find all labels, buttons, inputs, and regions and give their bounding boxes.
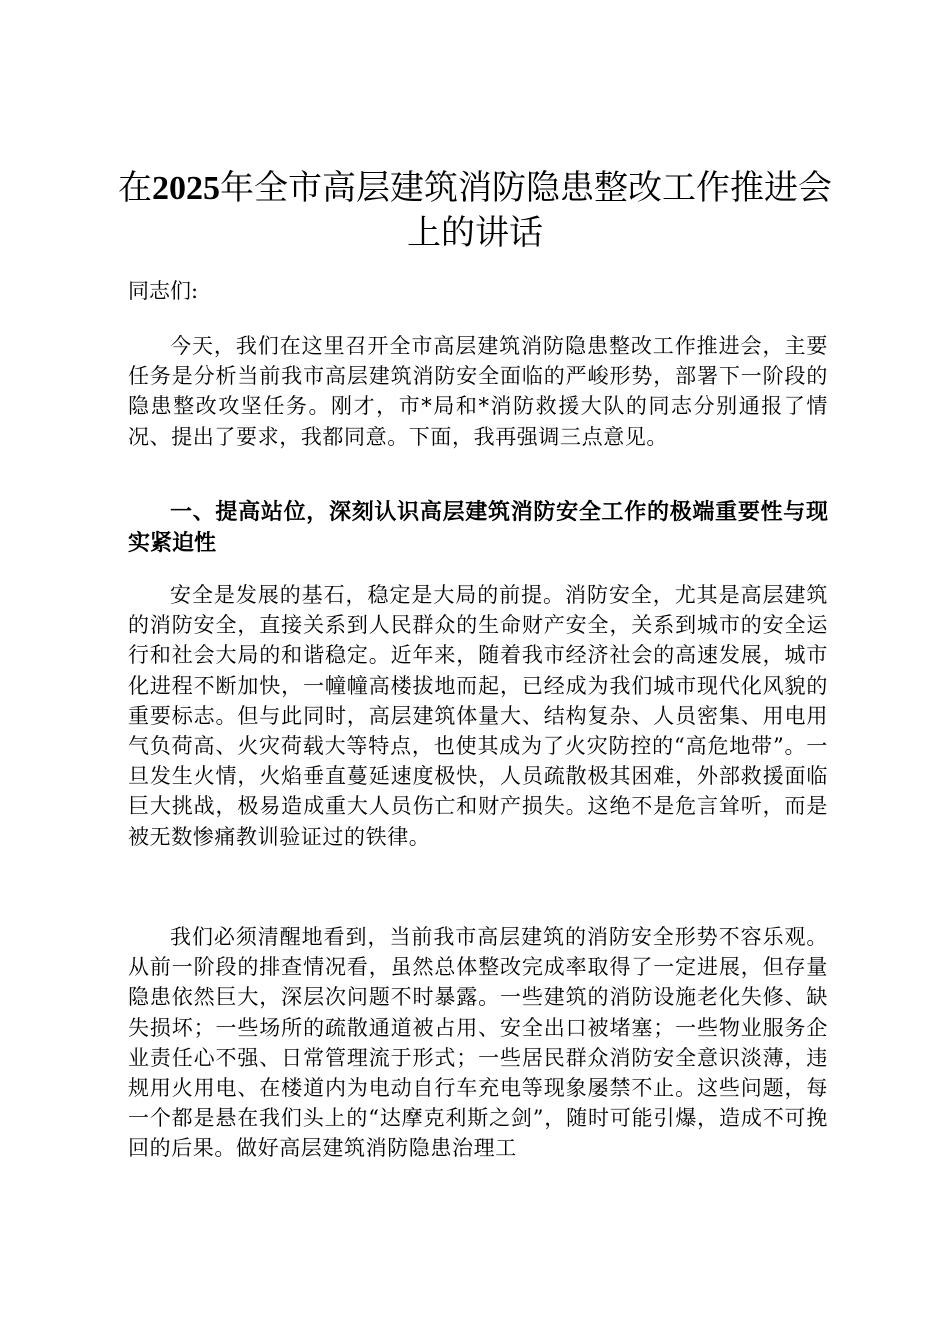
title-prefix: 在 [118,168,152,208]
body-paragraph: 我们必须清醒地看到，当前我市高层建筑的消防安全形势不容乐观。从前一阶段的排查情况看，虽然总体整改完成率取得了一定进展，但存量隐患依然巨大，深层次问题不时暴露。一些建筑的消防设施老化失修、缺失损坏；一些场所的疏散通道被占用、安全出口被堵塞；一些物业服务企业责任心不强、日常管理流于形式；一些居民群众消防安全意识淡薄，违规用火用电、在楼道内为电动自行车充电等现象屡禁不止。这些问题，每一个都是悬在我们头上的“达摩克利斯之剑”，随时可能引爆，造成不可挽回的后果。做好高层建筑消防隐患治理工 [128,925,828,1161]
document-title [110,166,840,255]
title-suffix: 年全市高层建筑消防隐患整改工作推进会上的讲话 [220,168,832,253]
salutation: 同志们: [128,279,199,303]
title-year: 2025 [152,170,220,207]
intro-paragraph: 今天，我们在这里召开全市高层建筑消防隐患整改工作推进会，主要任务是分析当前我市高层建筑消防安全面临的严峻形势，部署下一阶段的隐患整改攻坚任务。刚才，市*局和*消防救援大队的同志分别通报了情况、提出了要求，我都同意。下面，我再强调三点意见。 [128,334,828,449]
body-paragraph: 安全是发展的基石，稳定是大局的前提。消防安全，尤其是高层建筑的消防安全，直接关系到人民群众的生命财产安全，关系到城市的安全运行和社会大局的和谐稳定。近年来，随着我市经济社会的高速发展，城市化进程不断加快，一幢幢高楼拔地而起，已经成为我们城市现代化风貌的重要标志。但与此同时，高层建筑体量大、结构复杂、人员密集、用电用气负荷高、火灾荷载大等特点，也使其成为了火灾防控的“高危地带”。一旦发生火情，火焰垂直蔓延速度极快，人员疏散极其困难，外部救援面临巨大挑战，极易造成重大人员伤亡和财产损失。这绝不是危言耸听，而是被无数惨痛教训验证过的铁律。 [128,583,828,849]
section-heading: 一、提高站位，深刻认识高层建筑消防安全工作的极端重要性与现实紧迫性 [128,500,828,556]
